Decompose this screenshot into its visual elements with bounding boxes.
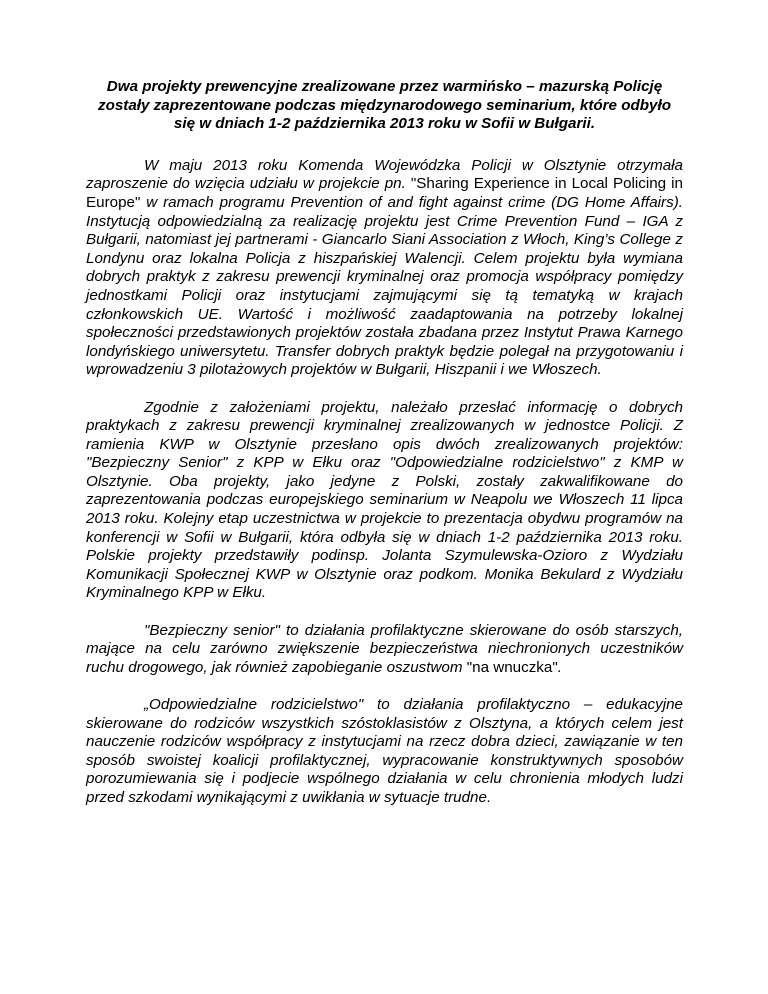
paragraph-responsible-parenthood: „Odpowiedzialne rodzicielstwo" to działania profilaktyczno – edukacyjne skierowane do rodziców wszystkich szóstoklasistów z Olsztyna, a których celem jest nauczenie rodziców współpracy z instytucjami na rzecz dobra dzieci, zawiązanie w ten sposób swoistej koalicji profilaktycznej, wypracowanie konstruktywnych sposobów porozumiewania się i podjecie wspólnego działania w celu chronienia młodych ludzi przed szkodami wynikającymi z uwikłania w sytuacje trudne. bbox=[86, 696, 683, 806]
grandson-scam-quote: "na wnuczka" bbox=[466, 658, 558, 676]
paragraph-1-text-end: w ramach programu Prevention of and fight against crime (DG Home Affairs). Instytucją odpowiedzialną za realizację projektu jest Crime Prevention Fund – IGA z Bułgarii, natomiast jej partnerami - Giancarlo Siani Association z Włoch, King’s College z Londynu oraz lokalna Policja z hiszpańskiej Walencji. Celem projektu była wymiana dobrych praktyk z zakresu prewencji kryminalnej oraz promocja współpracy pomiędzy jednostkami Policji oraz instytucjami zajmującymi się tą tematyką w krajach członkowskich UE. Wartość i możliwość zaadaptowania na potrzeby lokalnej społeczności przedstawionych projektów została zbadana przez Instytut Prawa Karnego londyńskiego uniwersytetu. Transfer dobrych praktyk będzie polegał na przygotowaniu i wprowadzeniu 3 pilotażowych projektów w Bułgarii, Hiszpanii i we Włoszech. bbox=[86, 193, 683, 379]
project-name-quote: "Sharing Experience in Local Policing in Europe" bbox=[86, 175, 683, 211]
paragraph-safe-senior bbox=[86, 622, 683, 678]
paragraph-3-text-end: . bbox=[557, 658, 562, 676]
paragraph-1-text-start: W maju 2013 roku Komenda Wojewódzka Policji w Olsztynie otrzymała zaproszenie do wzięcia udziału w projekcie pn. bbox=[86, 156, 683, 193]
document-title: Dwa projekty prewencyjne zrealizowane przez warmińsko – mazurską Policję zostały zaprezentowane podczas międzynarodowego seminarium, które odbyło się w dniach 1-2 października 2013 roku w Sofii w Bułgarii. bbox=[97, 78, 672, 133]
document-page bbox=[86, 78, 683, 826]
paragraph-project-assumptions: Zgodnie z założeniami projektu, należało przesłać informację o dobrych praktykach z zakresu prewencji kryminalnej zrealizowanych w jednostce Policji. Z ramienia KWP w Olsztynie przesłano opis dwóch zrealizowanych projektów: "Bezpieczny Senior" z KPP w Ełku oraz "Odpowiedzialne rodzicielstwo" z KMP w Olsztynie. Oba projekty, jako jedyne z Polski, zostały zakwalifikowane do zaprezentowania podczas europejskiego seminarium w Neapolu we Włoszech 11 lipca 2013 roku. Kolejny etap uczestnictwa w projekcie to prezentacja obydwu programów na konferencji w Sofii w Bułgarii, która odbyła się w dniach 1-2 października 2013 roku. Polskie projekty przedstawiły podinsp. Jolanta Szymulewska-Ozioro z Wydziału Komunikacji Społecznej KWP w Olsztynie oraz podkom. Monika Bekulard z Wydziału Kryminalnego KPP w Ełku. bbox=[86, 398, 683, 602]
paragraph-project-invitation bbox=[86, 157, 683, 380]
paragraph-3-text-start: "Bezpieczny senior" to działania profilaktyczne skierowane do osób starszych, mające na celu zarówno zwiększenie bezpieczeństwa niechronionych uczestników ruchu drogowego, jak również zapobieganie oszustwom bbox=[86, 621, 683, 676]
